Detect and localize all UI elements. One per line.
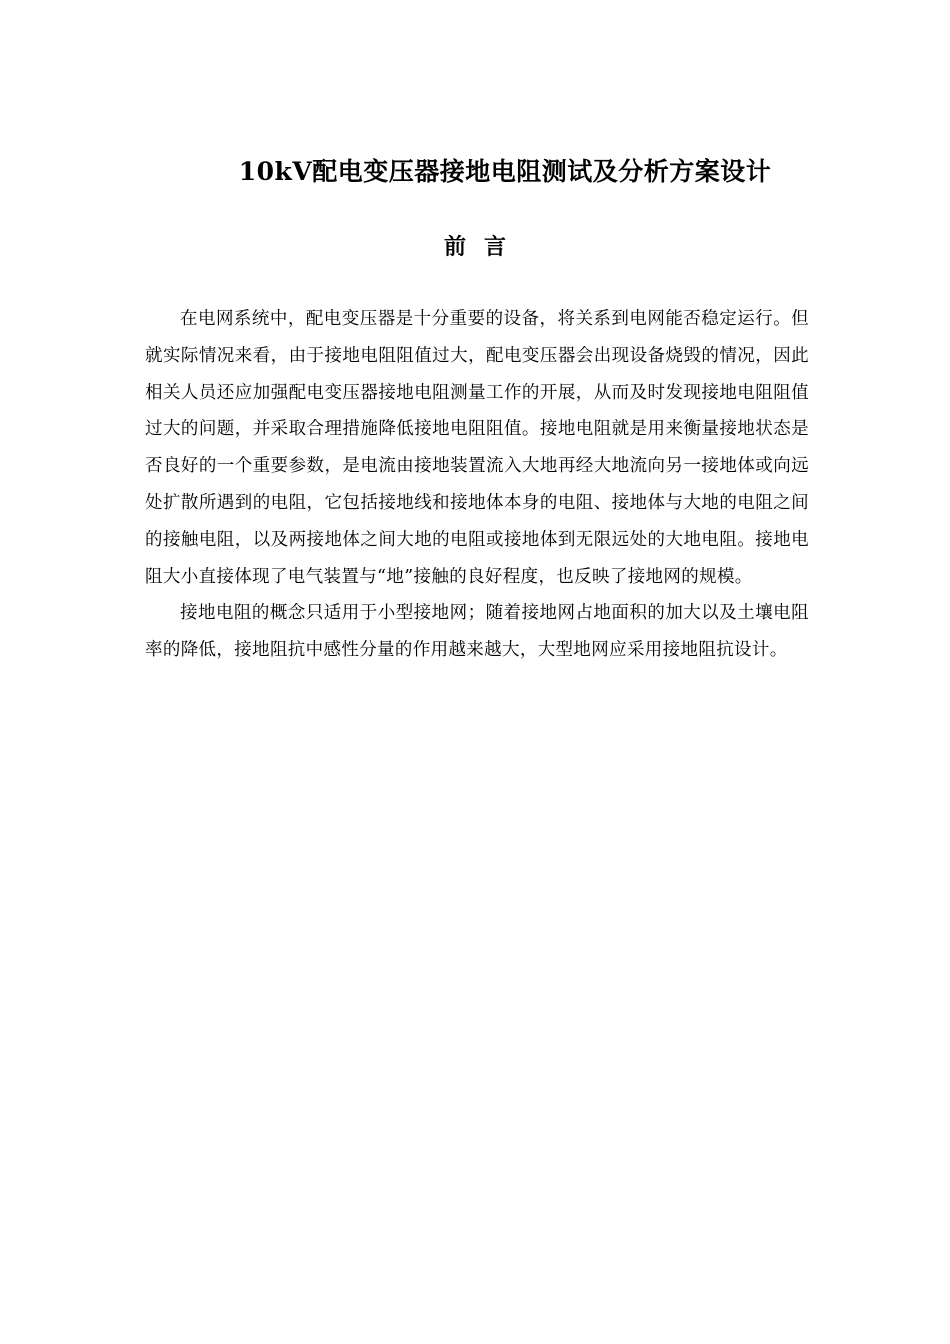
section-heading-preface: 前言 bbox=[443, 234, 524, 260]
paragraph-2: 接地电阻的概念只适用于小型接地网；随着接地网占地面积的加大以及土壤电阻率的降低，接地阻抗中感性分量的作用越来越大，大型地网应采用接地阻抗设计。 bbox=[145, 603, 809, 661]
body-text bbox=[145, 301, 809, 669]
document-title: 10kV配电变压器接地电阻测试及分析方案设计 bbox=[238, 157, 772, 186]
paragraph-1: 在电网系统中，配电变压器是十分重要的设备，将关系到电网能否稳定运行。但就实际情况来看，由于接地电阻阻值过大，配电变压器会出现设备烧毁的情况，因此相关人员还应加强配电变压器接地电阻测量工作的开展，从而及时发现接地电阻阻值过大的问题，并采取合理措施降低接地电阻阻值。接地电阻就是用来衡量接地状态是否良好的一个重要参数，是电流由接地装置流入大地再经大地流向另一接地体或向远处扩散所遇到的电阻，它包括接地线和接地体本身的电阻、接地体与大地的电阻之间的接触电阻，以及两接地体之间大地的电阻或接地体到无限远处的大地电阻。接地电阻大小直接体现了电气装置与“地”接触的良好程度，也反映了接地网的规模。 bbox=[145, 309, 809, 587]
